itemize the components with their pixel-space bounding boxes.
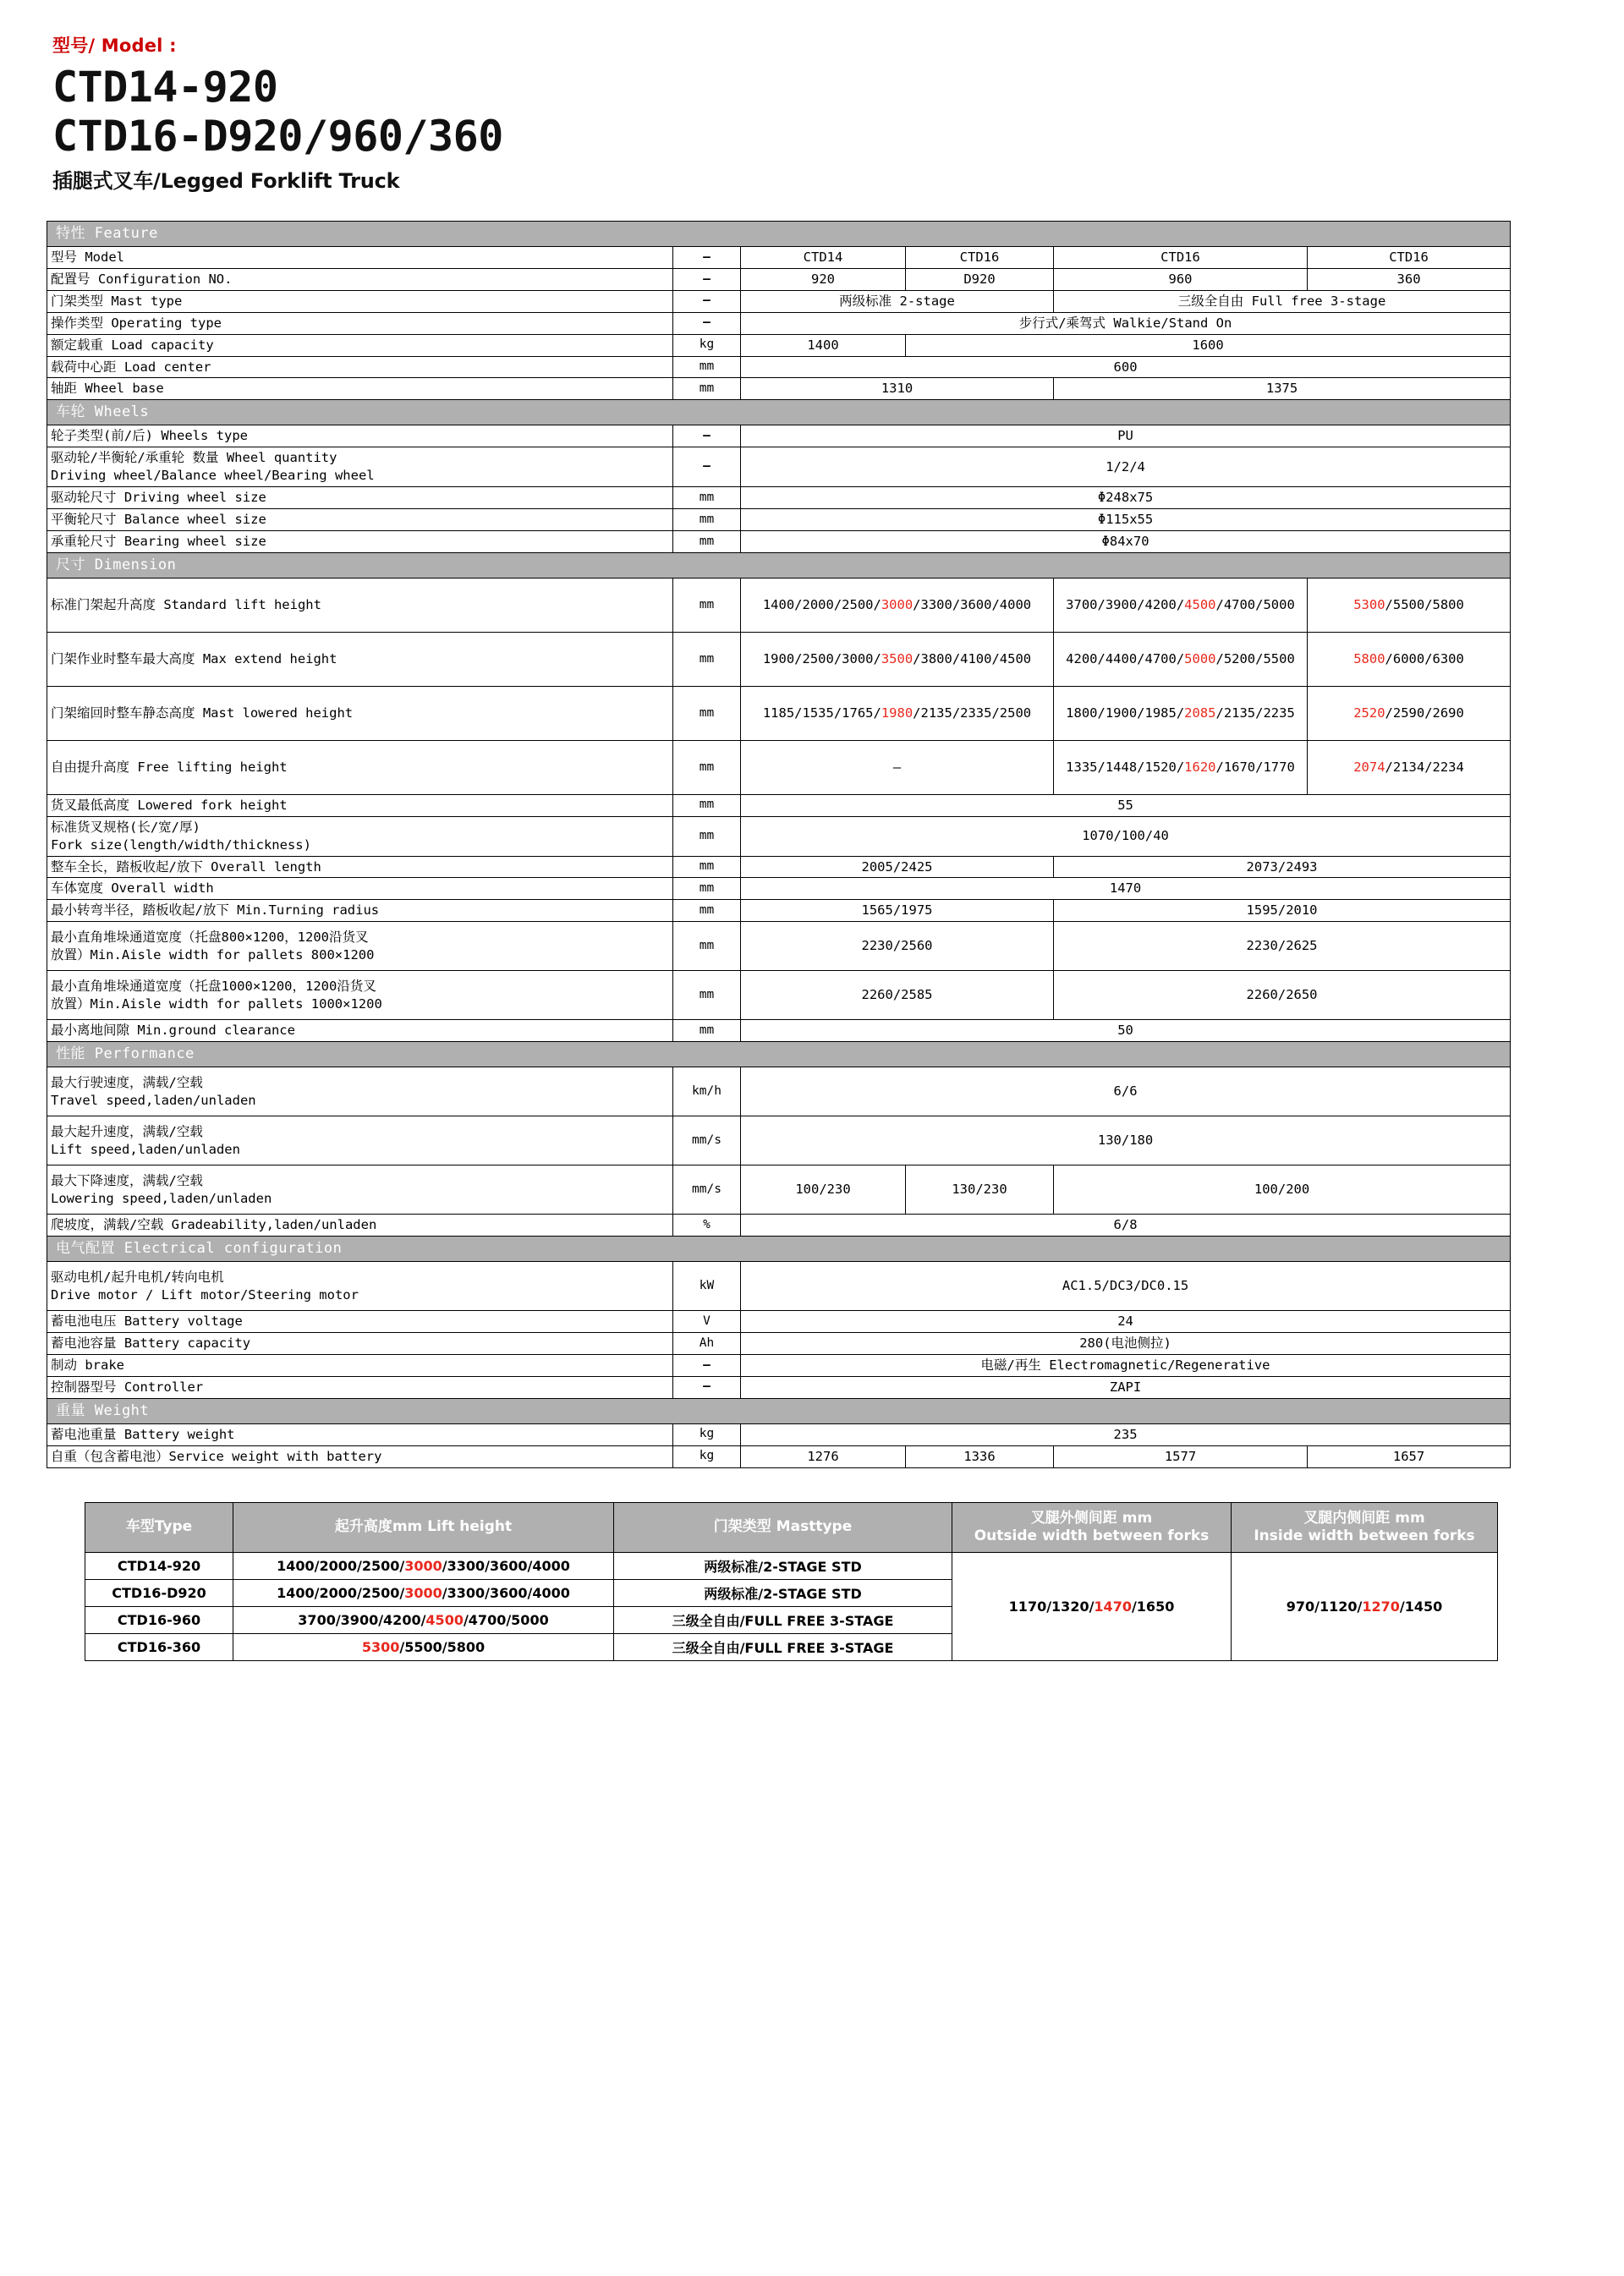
model-name-line2: CTD16-D920/960/360: [52, 112, 503, 161]
cell-lowered-fork-height: 55: [741, 794, 1511, 816]
summary-col-inside-cn: 叉腿内侧间距 mm: [1303, 1509, 1425, 1527]
cell-lowering-speed-c34: 100/200: [1054, 1165, 1511, 1215]
cell-gradeability: 6/8: [741, 1215, 1511, 1237]
row-unit-aisle-800: mm: [673, 922, 741, 971]
table-row: [47, 856, 1511, 878]
table-row: [47, 1445, 1511, 1467]
summary-col-lift: 起升高度mm Lift height: [233, 1502, 614, 1553]
row-unit-bearing-wheel-size: mm: [673, 530, 741, 552]
row-unit-battery-capacity: Ah: [673, 1332, 741, 1354]
row-unit-aisle-1000: mm: [673, 971, 741, 1020]
row-unit-wheel-base: mm: [673, 378, 741, 400]
table-row: [47, 268, 1511, 290]
summary-col-outside-en: Outside width between forks: [974, 1527, 1210, 1544]
cell-max-extend-height-b: 4200/4400/4700/5000/5200/5500: [1054, 632, 1308, 686]
cell-service-weight-c4: 1657: [1308, 1445, 1511, 1467]
row-label-lowering-speed: [47, 1165, 673, 1215]
table-row: [47, 334, 1511, 356]
row-label-load-capacity: 额定载重 Load capacity: [47, 334, 673, 356]
cell-lift-speed: 130/180: [741, 1116, 1511, 1165]
row-unit-load-center: mm: [673, 356, 741, 378]
row-unit-battery-weight: kg: [673, 1423, 741, 1445]
row-label-aisle-800-en: 放置）Min.Aisle width for pallets 800×1200: [51, 946, 375, 963]
cell-mast-type-left: 两级标准 2-stage: [741, 290, 1054, 312]
cell-config-c1: 920: [741, 268, 906, 290]
table-row: [47, 816, 1511, 856]
row-label-fork-size-en: Fork size(length/width/thickness): [51, 836, 311, 853]
row-unit-free-lifting-height: mm: [673, 740, 741, 794]
summary-cell-mast: 三级全自由/FULL FREE 3-STAGE: [614, 1634, 952, 1661]
cell-fork-size: 1070/100/40: [741, 816, 1511, 856]
cell-service-weight-c1: 1276: [741, 1445, 906, 1467]
row-label-operating-type: 操作类型 Operating type: [47, 312, 673, 334]
row-unit-config-no: —: [673, 268, 741, 290]
table-row: [47, 447, 1511, 487]
row-label-wheels-type: 轮子类型(前/后) Wheels type: [47, 425, 673, 447]
cell-wheel-base-left: 1310: [741, 378, 1054, 400]
row-unit-lowering-speed: mm/s: [673, 1165, 741, 1215]
row-label-lowered-fork-height: 货叉最低高度 Lowered fork height: [47, 794, 673, 816]
cell-wheel-quantity: 1/2/4: [741, 447, 1511, 487]
table-row: [47, 632, 1511, 686]
row-label-travel-speed-cn: 最大行驶速度，满载/空载: [51, 1074, 203, 1090]
row-label-overall-width: 车体宽度 Overall width: [47, 878, 673, 900]
specification-table: [47, 221, 1511, 1468]
row-unit-motors: kW: [673, 1262, 741, 1311]
table-row: [47, 290, 1511, 312]
cell-model-c4: CTD16: [1308, 246, 1511, 268]
row-label-turning-radius: 最小转弯半径，踏板收起/放下 Min.Turning radius: [47, 900, 673, 922]
cell-load-center: 600: [741, 356, 1511, 378]
cell-turning-radius-right: 1595/2010: [1054, 900, 1511, 922]
row-label-battery-weight: 蓄电池重量 Battery weight: [47, 1423, 673, 1445]
row-label-overall-length: 整车全长，踏板收起/放下 Overall length: [47, 856, 673, 878]
table-row: [47, 1165, 1511, 1215]
model-subtitle: 插腿式叉车/Legged Forklift Truck: [52, 169, 400, 193]
cell-brake: 电磁/再生 Electromagnetic/Regenerative: [741, 1354, 1511, 1376]
cell-lowering-speed-c2: 130/230: [906, 1165, 1054, 1215]
row-unit-fork-size: mm: [673, 816, 741, 856]
row-label-bearing-wheel-size: 承重轮尺寸 Bearing wheel size: [47, 530, 673, 552]
table-row: [47, 686, 1511, 740]
row-unit-mast-type: —: [673, 290, 741, 312]
cell-aisle-1000-right: 2260/2650: [1054, 971, 1511, 1020]
row-label-load-center: 载荷中心距 Load center: [47, 356, 673, 378]
cell-free-lifting-height-b: 1335/1448/1520/1620/1670/1770: [1054, 740, 1308, 794]
section-label-feature: 特性 Feature: [47, 222, 1511, 247]
row-unit-wheels-type: —: [673, 425, 741, 447]
row-unit-service-weight: kg: [673, 1445, 741, 1467]
summary-cell-type: CTD14-920: [85, 1553, 233, 1580]
row-label-lowering-speed-cn: 最大下降速度，满载/空载: [51, 1172, 203, 1188]
row-unit-lowered-fork-height: mm: [673, 794, 741, 816]
table-row: [47, 312, 1511, 334]
page-header: [0, 0, 1624, 194]
row-unit-balance-wheel-size: mm: [673, 509, 741, 531]
summary-cell-outside-width: 1170/1320/1470/1650: [952, 1553, 1232, 1661]
table-row: [47, 425, 1511, 447]
summary-cell-mast: 两级标准/2-STAGE STD: [614, 1553, 952, 1580]
table-row: [47, 530, 1511, 552]
row-label-wheel-base: 轴距 Wheel base: [47, 378, 673, 400]
row-label-model: 型号 Model: [47, 246, 673, 268]
cell-std-lift-height-c: 5300/5500/5800: [1308, 578, 1511, 632]
section-header-dimension: [47, 552, 1511, 578]
cell-std-lift-height-a: 1400/2000/2500/3000/3300/3600/4000: [741, 578, 1054, 632]
cell-motors: AC1.5/DC3/DC0.15: [741, 1262, 1511, 1311]
table-row: [47, 1311, 1511, 1333]
row-label-battery-capacity: 蓄电池容量 Battery capacity: [47, 1332, 673, 1354]
cell-overall-width: 1470: [741, 878, 1511, 900]
row-label-config-no: 配置号 Configuration NO.: [47, 268, 673, 290]
row-label-brake: 制动 brake: [47, 1354, 673, 1376]
summary-cell-type: CTD16-960: [85, 1607, 233, 1634]
table-row: [47, 246, 1511, 268]
row-unit-travel-speed: km/h: [673, 1067, 741, 1116]
cell-bearing-wheel-size: Φ84x70: [741, 530, 1511, 552]
row-label-battery-voltage: 蓄电池电压 Battery voltage: [47, 1311, 673, 1333]
table-row: [47, 1423, 1511, 1445]
section-label-weight: 重量 Weight: [47, 1398, 1511, 1423]
row-label-max-extend-height: 门架作业时整车最大高度 Max extend height: [47, 632, 673, 686]
row-label-lift-speed-cn: 最大起升速度，满载/空载: [51, 1123, 203, 1139]
cell-balance-wheel-size: Φ115x55: [741, 509, 1511, 531]
table-row: [47, 922, 1511, 971]
row-label-travel-speed-en: Travel speed,laden/unladen: [51, 1092, 256, 1108]
section-label-dimension: 尺寸 Dimension: [47, 552, 1511, 578]
row-label-service-weight: 自重（包含蓄电池）Service weight with battery: [47, 1445, 673, 1467]
summary-cell-inside-width: 970/1120/1270/1450: [1232, 1553, 1498, 1661]
table-row: [47, 578, 1511, 632]
summary-col-inside-width: [1232, 1502, 1498, 1553]
row-label-driving-wheel-size: 驱动轮尺寸 Driving wheel size: [47, 487, 673, 509]
row-unit-max-extend-height: mm: [673, 632, 741, 686]
row-label-aisle-1000: [47, 971, 673, 1020]
summary-cell-type: CTD16-360: [85, 1634, 233, 1661]
table-row: [47, 971, 1511, 1020]
section-header-electrical: [47, 1237, 1511, 1262]
table-row: [47, 378, 1511, 400]
summary-col-outside-cn: 叉腿外侧间距 mm: [1030, 1509, 1153, 1527]
row-label-aisle-1000-cn: 最小直角堆垛通道宽度（托盘1000×1200，1200沿货叉: [51, 978, 376, 994]
row-label-fork-size-cn: 标准货叉规格(长/宽/厚): [51, 819, 200, 835]
summary-cell-mast: 两级标准/2-STAGE STD: [614, 1580, 952, 1607]
row-label-wheel-quantity: [47, 447, 673, 487]
cell-mast-lowered-height-c: 2520/2590/2690: [1308, 686, 1511, 740]
section-header-feature: [47, 222, 1511, 247]
cell-lowering-speed-c1: 100/230: [741, 1165, 906, 1215]
table-row: [47, 1376, 1511, 1398]
cell-max-extend-height-c: 5800/6000/6300: [1308, 632, 1511, 686]
row-label-motors-cn: 驱动电机/起升电机/转向电机: [51, 1269, 224, 1285]
row-label-aisle-1000-en: 放置）Min.Aisle width for pallets 1000×1200: [51, 995, 382, 1012]
summary-col-outside-width: [952, 1502, 1232, 1553]
cell-config-c4: 360: [1308, 268, 1511, 290]
row-label-aisle-800: [47, 922, 673, 971]
row-label-lift-speed: [47, 1116, 673, 1165]
summary-col-type: 车型Type: [85, 1502, 233, 1553]
cell-overall-length-right: 2073/2493: [1054, 856, 1511, 878]
summary-cell-type: CTD16-D920: [85, 1580, 233, 1607]
cell-wheel-base-right: 1375: [1054, 378, 1511, 400]
cell-load-capacity-c1: 1400: [741, 334, 906, 356]
cell-service-weight-c2: 1336: [906, 1445, 1054, 1467]
row-label-wheel-quantity-cn: 驱动轮/半衡轮/承重轮 数量 Wheel quantity: [51, 450, 337, 466]
row-unit-ground-clearance: mm: [673, 1020, 741, 1042]
row-unit-controller: —: [673, 1376, 741, 1398]
row-label-fork-size: [47, 816, 673, 856]
row-unit-model: —: [673, 246, 741, 268]
row-unit-mast-lowered-height: mm: [673, 686, 741, 740]
row-label-ground-clearance: 最小离地间隙 Min.ground clearance: [47, 1020, 673, 1042]
section-label-performance: 性能 Performance: [47, 1042, 1511, 1067]
cell-mast-type-right: 三级全自由 Full free 3-stage: [1054, 290, 1511, 312]
cell-aisle-800-left: 2230/2560: [741, 922, 1054, 971]
cell-free-lifting-height-c: 2074/2134/2234: [1308, 740, 1511, 794]
cell-battery-voltage: 24: [741, 1311, 1511, 1333]
table-row: [47, 509, 1511, 531]
table-row: [47, 740, 1511, 794]
model-label: 型号/ Model :: [52, 36, 177, 56]
summary-table-wrap: [85, 1502, 1497, 1662]
table-row: [47, 1215, 1511, 1237]
row-label-mast-lowered-height: 门架缩回时整车静态高度 Mast lowered height: [47, 686, 673, 740]
table-row: [47, 1354, 1511, 1376]
table-row: [47, 900, 1511, 922]
row-label-free-lifting-height: 自由提升高度 Free lifting height: [47, 740, 673, 794]
row-label-aisle-800-cn: 最小直角堆垛通道宽度（托盘800×1200，1200沿货叉: [51, 929, 369, 945]
row-label-wheel-quantity-en: Driving wheel/Balance wheel/Bearing wheel: [51, 468, 375, 484]
summary-header-row: [85, 1502, 1498, 1553]
row-label-travel-speed: [47, 1067, 673, 1116]
table-row: [47, 356, 1511, 378]
summary-col-inside-en: Inside width between forks: [1254, 1527, 1475, 1544]
row-label-mast-type: 门架类型 Mast type: [47, 290, 673, 312]
cell-battery-capacity: 280(电池侧拉): [741, 1332, 1511, 1354]
row-label-controller: 控制器型号 Controller: [47, 1376, 673, 1398]
row-unit-overall-length: mm: [673, 856, 741, 878]
summary-col-mast: 门架类型 Masttype: [614, 1502, 952, 1553]
table-row: [47, 794, 1511, 816]
cell-overall-length-left: 2005/2425: [741, 856, 1054, 878]
table-row: [47, 1262, 1511, 1311]
cell-controller: ZAPI: [741, 1376, 1511, 1398]
summary-cell-mast: 三级全自由/FULL FREE 3-STAGE: [614, 1607, 952, 1634]
model-name-line1: CTD14-920: [52, 63, 278, 112]
row-unit-brake: —: [673, 1354, 741, 1376]
cell-travel-speed: 6/6: [741, 1067, 1511, 1116]
row-label-std-lift-height: 标准门架起升高度 Standard lift height: [47, 578, 673, 632]
row-unit-turning-radius: mm: [673, 900, 741, 922]
row-unit-gradeability: %: [673, 1215, 741, 1237]
section-header-performance: [47, 1042, 1511, 1067]
table-row: [47, 487, 1511, 509]
cell-free-lifting-height-a: –: [741, 740, 1054, 794]
row-label-balance-wheel-size: 平衡轮尺寸 Balance wheel size: [47, 509, 673, 531]
table-row: [47, 1067, 1511, 1116]
row-label-motors: [47, 1262, 673, 1311]
summary-cell-lift: 3700/3900/4200/4500/4700/5000: [233, 1607, 614, 1634]
summary-cell-lift: 1400/2000/2500/3000/3300/3600/4000: [233, 1553, 614, 1580]
row-unit-std-lift-height: mm: [673, 578, 741, 632]
cell-aisle-1000-left: 2260/2585: [741, 971, 1054, 1020]
row-unit-load-capacity: kg: [673, 334, 741, 356]
cell-max-extend-height-a: 1900/2500/3000/3500/3800/4100/4500: [741, 632, 1054, 686]
cell-model-c1: CTD14: [741, 246, 906, 268]
cell-load-capacity-rest: 1600: [906, 334, 1511, 356]
row-unit-wheel-quantity: —: [673, 447, 741, 487]
row-unit-lift-speed: mm/s: [673, 1116, 741, 1165]
summary-cell-lift: 5300/5500/5800: [233, 1634, 614, 1661]
table-row: [47, 878, 1511, 900]
table-row: [47, 1116, 1511, 1165]
table-row: [47, 1020, 1511, 1042]
row-label-lift-speed-en: Lift speed,laden/unladen: [51, 1141, 240, 1157]
summary-row: [85, 1553, 1498, 1580]
cell-model-c3: CTD16: [1054, 246, 1308, 268]
row-label-motors-en: Drive motor / Lift motor/Steering motor: [51, 1286, 359, 1303]
row-unit-operating-type: —: [673, 312, 741, 334]
cell-driving-wheel-size: Φ248x75: [741, 487, 1511, 509]
cell-aisle-800-right: 2230/2625: [1054, 922, 1511, 971]
row-unit-overall-width: mm: [673, 878, 741, 900]
cell-wheels-type: PU: [741, 425, 1511, 447]
cell-operating-type: 步行式/乘驾式 Walkie/Stand On: [741, 312, 1511, 334]
section-label-wheels: 车轮 Wheels: [47, 400, 1511, 425]
row-label-gradeability: 爬坡度，满载/空载 Gradeability,laden/unladen: [47, 1215, 673, 1237]
cell-std-lift-height-b: 3700/3900/4200/4500/4700/5000: [1054, 578, 1308, 632]
section-header-weight: [47, 1398, 1511, 1423]
cell-service-weight-c3: 1577: [1054, 1445, 1308, 1467]
cell-ground-clearance: 50: [741, 1020, 1511, 1042]
section-header-wheels: [47, 400, 1511, 425]
cell-mast-lowered-height-b: 1800/1900/1985/2085/2135/2235: [1054, 686, 1308, 740]
cell-battery-weight: 235: [741, 1423, 1511, 1445]
row-unit-driving-wheel-size: mm: [673, 487, 741, 509]
summary-table: [85, 1502, 1498, 1662]
cell-config-c3: 960: [1054, 268, 1308, 290]
cell-model-c2: CTD16: [906, 246, 1054, 268]
row-label-lowering-speed-en: Lowering speed,laden/unladen: [51, 1190, 272, 1206]
cell-turning-radius-left: 1565/1975: [741, 900, 1054, 922]
cell-config-c2: D920: [906, 268, 1054, 290]
specification-table-wrap: [47, 221, 1510, 1468]
summary-cell-lift: 1400/2000/2500/3000/3300/3600/4000: [233, 1580, 614, 1607]
section-label-electrical: 电气配置 Electrical configuration: [47, 1237, 1511, 1262]
table-row: [47, 1332, 1511, 1354]
cell-mast-lowered-height-a: 1185/1535/1765/1980/2135/2335/2500: [741, 686, 1054, 740]
row-unit-battery-voltage: V: [673, 1311, 741, 1333]
